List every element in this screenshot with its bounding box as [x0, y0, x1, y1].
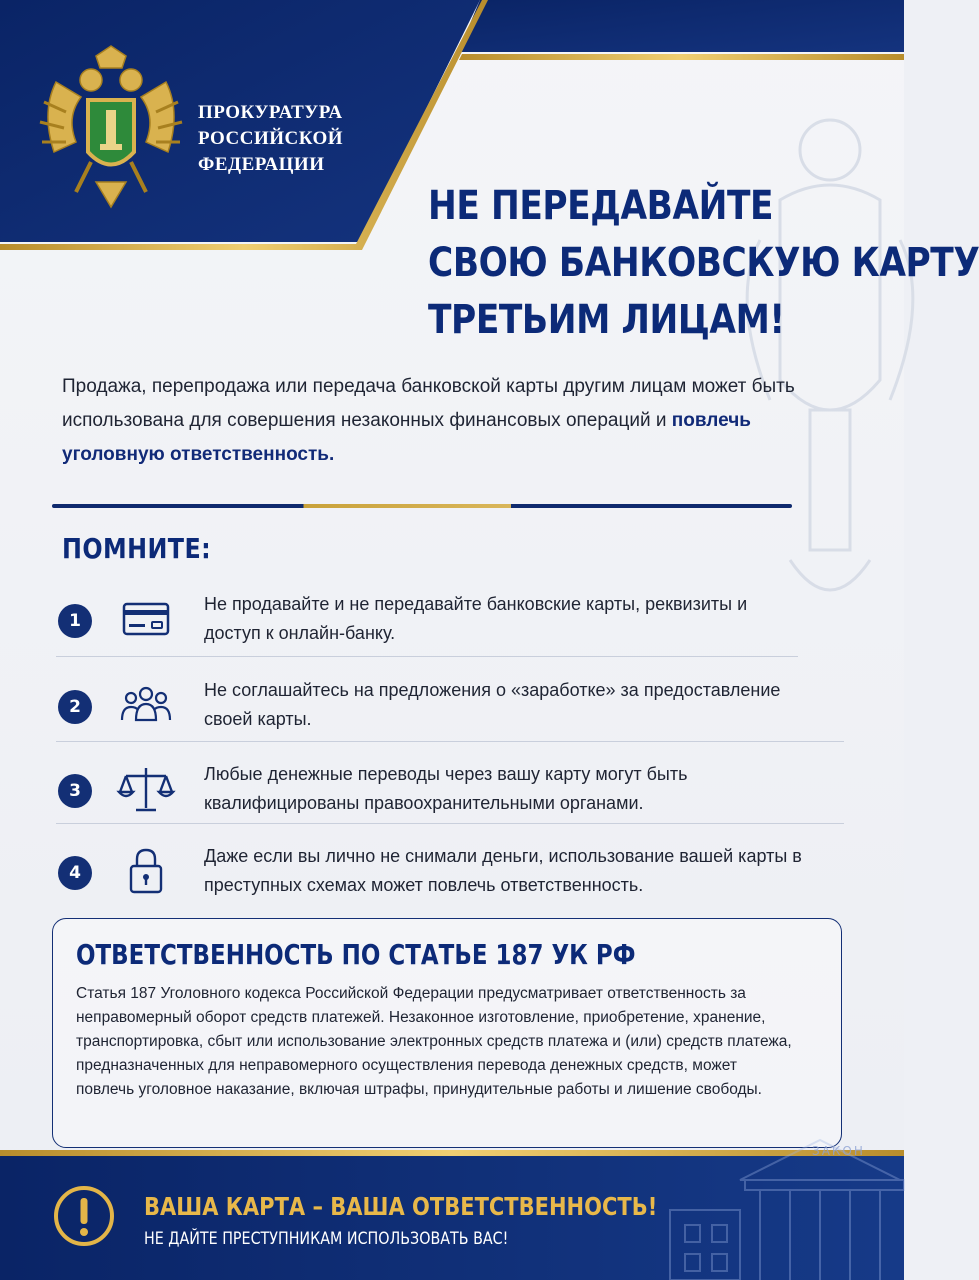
tip-item-1: [56, 588, 844, 670]
tip-number-badge: 2: [58, 690, 92, 724]
padlock-icon: [118, 846, 174, 898]
tip-item-4: [56, 840, 844, 922]
tip-separator: [56, 656, 798, 657]
exclamation-alert-icon: [52, 1184, 116, 1248]
headline-line-3: ТРЕТЬИМ ЛИЦАМ!: [428, 297, 785, 343]
page-headline: [428, 178, 979, 349]
tip-item-3: [56, 758, 844, 840]
tip-number-badge: 4: [58, 856, 92, 890]
org-name-line-3: ФЕДЕРАЦИИ: [198, 154, 325, 175]
tip-text: Любые денежные переводы через вашу карту могут быть квалифицированы правоохранительными органами.: [204, 764, 688, 813]
headline-line-1: НЕ ПЕРЕДАВАЙТЕ: [428, 183, 774, 229]
tip-number-badge: 1: [58, 604, 92, 638]
tip-text: Не соглашайтесь на предложения о «заработке» за предоставление своей карты.: [204, 680, 781, 729]
tip-item-2: [56, 674, 844, 756]
building-sign: ЗАКОН: [812, 1144, 865, 1158]
section-divider: [52, 504, 792, 508]
tip-text: Даже если вы лично не снимали деньги, использование вашей карты в преступных схемах может повлечь ответственность.: [204, 846, 802, 895]
org-name-line-1: ПРОКУРАТУРА: [198, 102, 343, 123]
headline-line-2: СВОЮ БАНКОВСКУЮ КАРТУ: [428, 240, 979, 286]
law-text: Статья 187 Уголовного кодекса Российской Федерации предусматривает ответственность за неправомерный оборот средств платежей. Незаконное изготовление, приобретение, хранение, транспортировка, сбыт или использование электронных средств платежа и (или) средств платежа, предназначенных для неправомерного осуществления перевода денежных средств, может повлечь уголовное наказание, включая штрафы, принудительные работы и лишение свободы.: [76, 985, 792, 1098]
footer-slogan: ВАША КАРТА – ВАША ОТВЕТСТВЕННОСТЬ!: [144, 1192, 658, 1221]
intro-text: Продажа, перепродажа или передача банковской карты другим лицам может быть использована для совершения незаконных финансовых операций и: [62, 376, 795, 431]
remember-heading: ПОМНИТЕ:: [62, 532, 212, 565]
scales-icon: [118, 764, 174, 816]
law-title: ОТВЕТСТВЕННОСТЬ ПО СТАТЬЕ 187 УК РФ: [76, 938, 636, 971]
prosecutor-emblem-logo: [36, 42, 186, 212]
tip-separator: [56, 823, 844, 824]
tip-number-badge: 3: [58, 774, 92, 808]
intro-paragraph: [62, 370, 832, 472]
footer-subslogan: НЕ ДАЙТЕ ПРЕСТУПНИКАМ ИСПОЛЬЗОВАТЬ ВАС!: [144, 1229, 509, 1249]
tip-separator: [56, 741, 844, 742]
intro-emphasis: повлечь уголовную ответственность.: [62, 410, 751, 465]
bank-card-icon: [118, 594, 174, 646]
org-name-line-2: РОССИЙСКОЙ: [198, 128, 344, 149]
organization-name: [198, 100, 343, 178]
people-group-icon: [118, 680, 174, 732]
tip-text: Не продавайте и не передавайте банковские карты, реквизиты и доступ к онлайн-банку.: [204, 594, 748, 643]
